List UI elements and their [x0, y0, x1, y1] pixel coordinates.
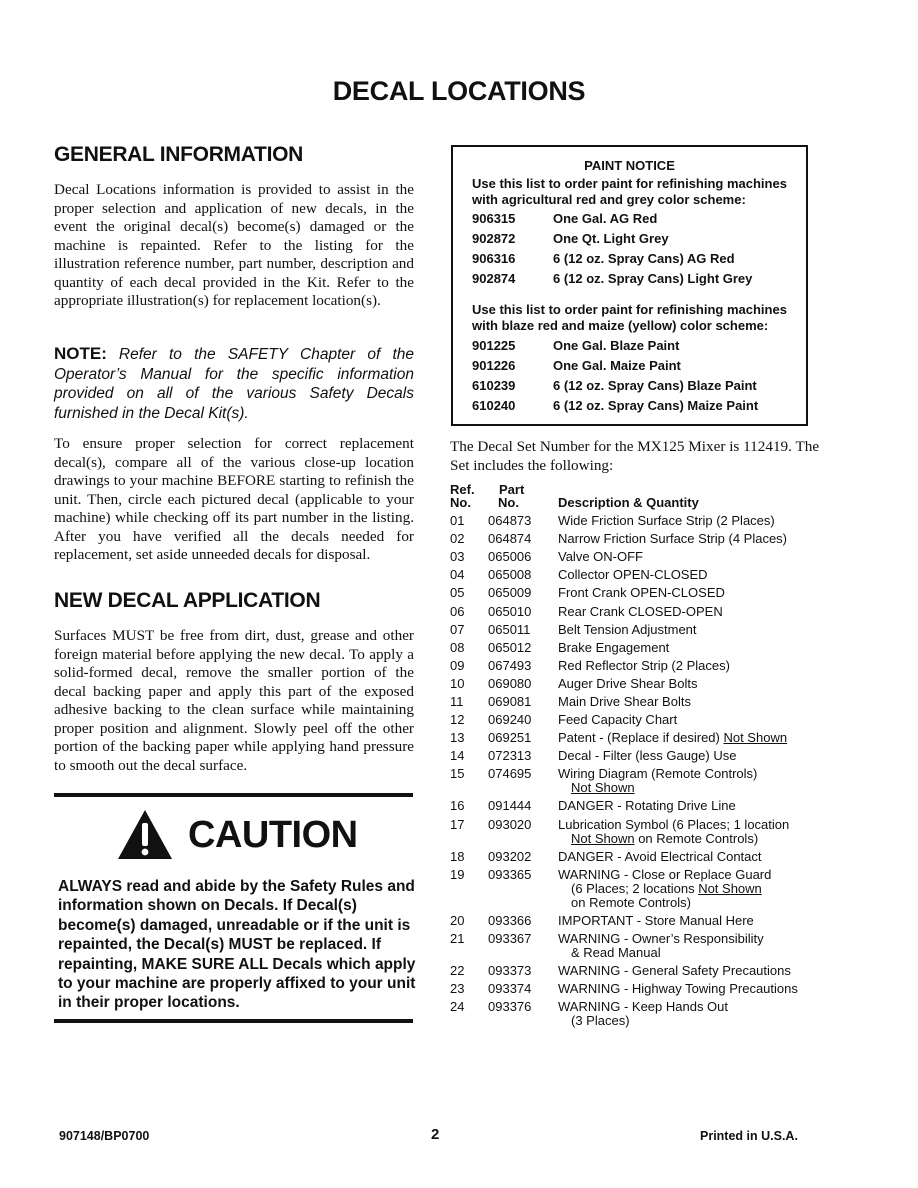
caution-top-rule: [54, 793, 413, 797]
not-shown-note: Not Shown: [723, 730, 788, 746]
part-number: 065011: [488, 621, 531, 637]
paint-description: 6 (12 oz. Spray Cans) Maize Paint: [553, 398, 759, 413]
caution-title: [116, 808, 358, 862]
note-block: [54, 344, 414, 423]
general-info-paragraph: Decal Locations information is provided to assist in the proper selection and application of new decals, in the event the original decal(s) become(s) damaged or the machine is repainted. Refer to the listing for the illustration reference number, part number, description and quantity of each decal provided in the Kit. Refer to the appropriate illustration(s) for replacement location(s).: [54, 181, 414, 309]
decal-description: Wide Friction Surface Strip (2 Places): [558, 513, 775, 528]
decal-description: Auger Drive Shear Bolts: [558, 675, 698, 691]
ref-number: 23: [450, 980, 465, 996]
ref-number: 14: [450, 748, 465, 764]
part-number: 074695: [488, 766, 532, 782]
decal-description: DANGER - Rotating Drive Line: [558, 798, 736, 814]
paint-notice-title: PAINT NOTICE: [584, 158, 675, 173]
paint-description: One Gal. AG Red: [553, 211, 658, 226]
decal-description: WARNING - Keep Hands Out (3 Places): [558, 998, 729, 1028]
paint-part-number: 901226: [472, 358, 516, 373]
part-number: 065006: [488, 549, 532, 565]
part-number: 093020: [488, 816, 532, 832]
decal-set-intro: The Decal Set Number for the MX125 Mixer is 112419. The Set includes the following:: [450, 438, 820, 474]
part-number: 064874: [488, 531, 532, 547]
ref-number: 01: [450, 513, 465, 528]
ref-number: 20: [450, 912, 465, 928]
application-heading: NEW DECAL APPLICATION: [54, 589, 321, 612]
ref-number: 16: [450, 798, 465, 814]
paint-description: 6 (12 oz. Spray Cans) Blaze Paint: [553, 378, 757, 393]
decal-description: DANGER - Avoid Electrical Contact: [558, 848, 762, 864]
doc-number: 907148/BP0700: [59, 1129, 150, 1143]
printed-in: Printed in U.S.A.: [700, 1129, 798, 1143]
part-number: 065008: [488, 567, 532, 583]
paint-description: 6 (12 oz. Spray Cans) Light Grey: [553, 271, 753, 286]
part-number: 065009: [488, 585, 532, 601]
ref-no-header: Ref. No.: [450, 482, 475, 510]
ref-number: 18: [450, 848, 465, 864]
part-number: 069240: [488, 712, 532, 728]
paint-part-number: 902872: [472, 231, 516, 246]
part-number: 091444: [488, 798, 532, 814]
part-number: 093202: [488, 848, 532, 864]
part-number: 072313: [488, 748, 532, 764]
part-number: 093376: [488, 998, 532, 1014]
ref-number: 17: [450, 816, 465, 832]
part-number: 069081: [488, 694, 532, 709]
paint-description: One Gal. Blaze Paint: [553, 338, 680, 353]
paint-part-number: 610240: [472, 398, 516, 413]
decal-description: Belt Tension Adjustment: [558, 621, 697, 637]
part-number: 093367: [488, 930, 532, 946]
paint-description: One Qt. Light Grey: [553, 231, 669, 246]
decal-description: Wiring Diagram (Remote Controls) Not Shown: [558, 766, 758, 796]
part-no-header: Part No.: [498, 482, 525, 510]
general-info-heading: GENERAL INFORMATION: [54, 143, 304, 166]
caution-text: ALWAYS read and abide by the Safety Rules and information shown on Decals. If Decal(s) become(s) damaged, unreadable or if the unit is repainted, the Decal(s) MUST be replaced. If repainting, MAKE SURE ALL Decals which apply to your machine are properly affixed to your unit in their proper locations.: [58, 878, 416, 1012]
decal-description: Red Reflector Strip (2 Places): [558, 657, 730, 673]
ref-number: 19: [450, 866, 465, 882]
ref-number: 13: [450, 730, 465, 746]
not-shown-note: Not Shown: [571, 830, 635, 846]
part-number: 069251: [488, 730, 532, 746]
decal-description: Feed Capacity Chart: [558, 712, 678, 728]
ref-number: 03: [450, 549, 465, 565]
not-shown-note: Not Shown: [698, 880, 762, 896]
not-shown-note: Not Shown: [571, 780, 635, 796]
decal-description: Valve ON-OFF: [558, 549, 643, 565]
ref-number: 24: [450, 998, 465, 1014]
part-number: 093373: [488, 962, 532, 978]
paint-notice-box: [451, 145, 808, 426]
ref-number: 12: [450, 712, 465, 728]
paint-description: One Gal. Maize Paint: [553, 358, 681, 373]
part-number: 065010: [488, 603, 532, 619]
decal-description: Main Drive Shear Bolts: [558, 694, 691, 709]
ref-number: 04: [450, 567, 465, 583]
caution-bottom-rule: [54, 1019, 413, 1023]
decal-description: WARNING - General Safety Precautions: [558, 962, 791, 978]
decal-description: Narrow Friction Surface Strip (4 Places): [558, 531, 788, 547]
ref-number: 21: [450, 930, 465, 946]
ref-number: 06: [450, 603, 465, 619]
ref-number: 08: [450, 639, 465, 655]
warning-triangle-icon: [116, 808, 174, 862]
note-text: Refer to the SAFETY Chapter of the Operator’s Manual for the specific information provided on all of the various Safety Decals furnished in the Decal Kit(s).: [54, 346, 414, 422]
decal-description: Brake Engagement: [558, 639, 670, 655]
caution-label: CAUTION: [188, 813, 358, 856]
ref-number: 22: [450, 962, 465, 978]
decal-description: Lubrication Symbol (6 Places; 1 location Not Shown on Remote Controls): [558, 816, 790, 846]
decal-description: Front Crank OPEN-CLOSED: [558, 585, 725, 601]
part-number: 093365: [488, 866, 532, 882]
ref-number: 07: [450, 621, 465, 637]
decal-description: Decal - Filter (less Gauge) Use: [558, 748, 737, 764]
paint-part-number: 906315: [472, 211, 516, 226]
part-number: 093374: [488, 980, 532, 996]
paint-part-number: 906316: [472, 251, 516, 266]
decal-description: Collector OPEN-CLOSED: [558, 567, 708, 583]
ref-number: 11: [450, 694, 464, 709]
decal-description: WARNING - Highway Towing Precautions: [558, 980, 798, 996]
note-label: NOTE:: [54, 344, 107, 363]
ref-number: 15: [450, 766, 465, 782]
application-paragraph: Surfaces MUST be free from dirt, dust, grease and other foreign material before applying the new decal. To apply a solid-formed decal, remove the smaller portion of the decal backing paper and apply this part of the exposed adhesive backing to the clean surface while maintaining proper position and alignment. Slowly peel off the other portion of the backing paper while applying hand pressure to smooth out the decal surface.: [54, 627, 414, 774]
page-title: DECAL LOCATIONS: [332, 76, 586, 106]
decal-description: WARNING - Owner’s Responsibility & Read Manual: [558, 930, 764, 960]
ref-number: 09: [450, 657, 465, 673]
paint-intro-ag: Use this list to order paint for refinishing machines with agricultural red and grey color scheme:: [472, 176, 787, 207]
part-number: 069080: [488, 675, 532, 691]
part-number: 067493: [488, 657, 532, 673]
part-number: 065012: [488, 639, 532, 655]
part-number: 093366: [488, 912, 532, 928]
decal-description: Patent - (Replace if desired) Not Shown: [558, 730, 788, 746]
paint-intro-blaze: Use this list to order paint for refinishing machines with blaze red and maize (yellow) color scheme:: [472, 302, 787, 333]
decal-description: Rear Crank CLOSED-OPEN: [558, 603, 723, 619]
description-header: Description & Quantity: [558, 495, 699, 510]
paint-part-number: 902874: [472, 271, 516, 286]
part-number: 064873: [488, 513, 532, 528]
page-number: 2: [431, 1126, 440, 1143]
paint-part-number: 901225: [472, 338, 516, 353]
ref-number: 05: [450, 585, 465, 601]
selection-paragraph: To ensure proper selection for correct replacement decal(s), compare all of the various close-up location drawings to your machine BEFORE starting to refinish the unit. Then, circle each pictured decal (applicable to your machine) while checking off its part number in the listing. After you have verified all the decals needed for replacement, set aside unneeded decals for disposal.: [54, 435, 414, 563]
decal-description: IMPORTANT - Store Manual Here: [558, 912, 754, 928]
paint-description: 6 (12 oz. Spray Cans) AG Red: [553, 251, 735, 266]
paint-part-number: 610239: [472, 378, 516, 393]
ref-number: 10: [450, 675, 465, 691]
ref-number: 02: [450, 531, 465, 547]
decal-description: WARNING - Close or Replace Guard (6 Places; 2 locations Not Shown on Remote Controls): [558, 866, 772, 910]
